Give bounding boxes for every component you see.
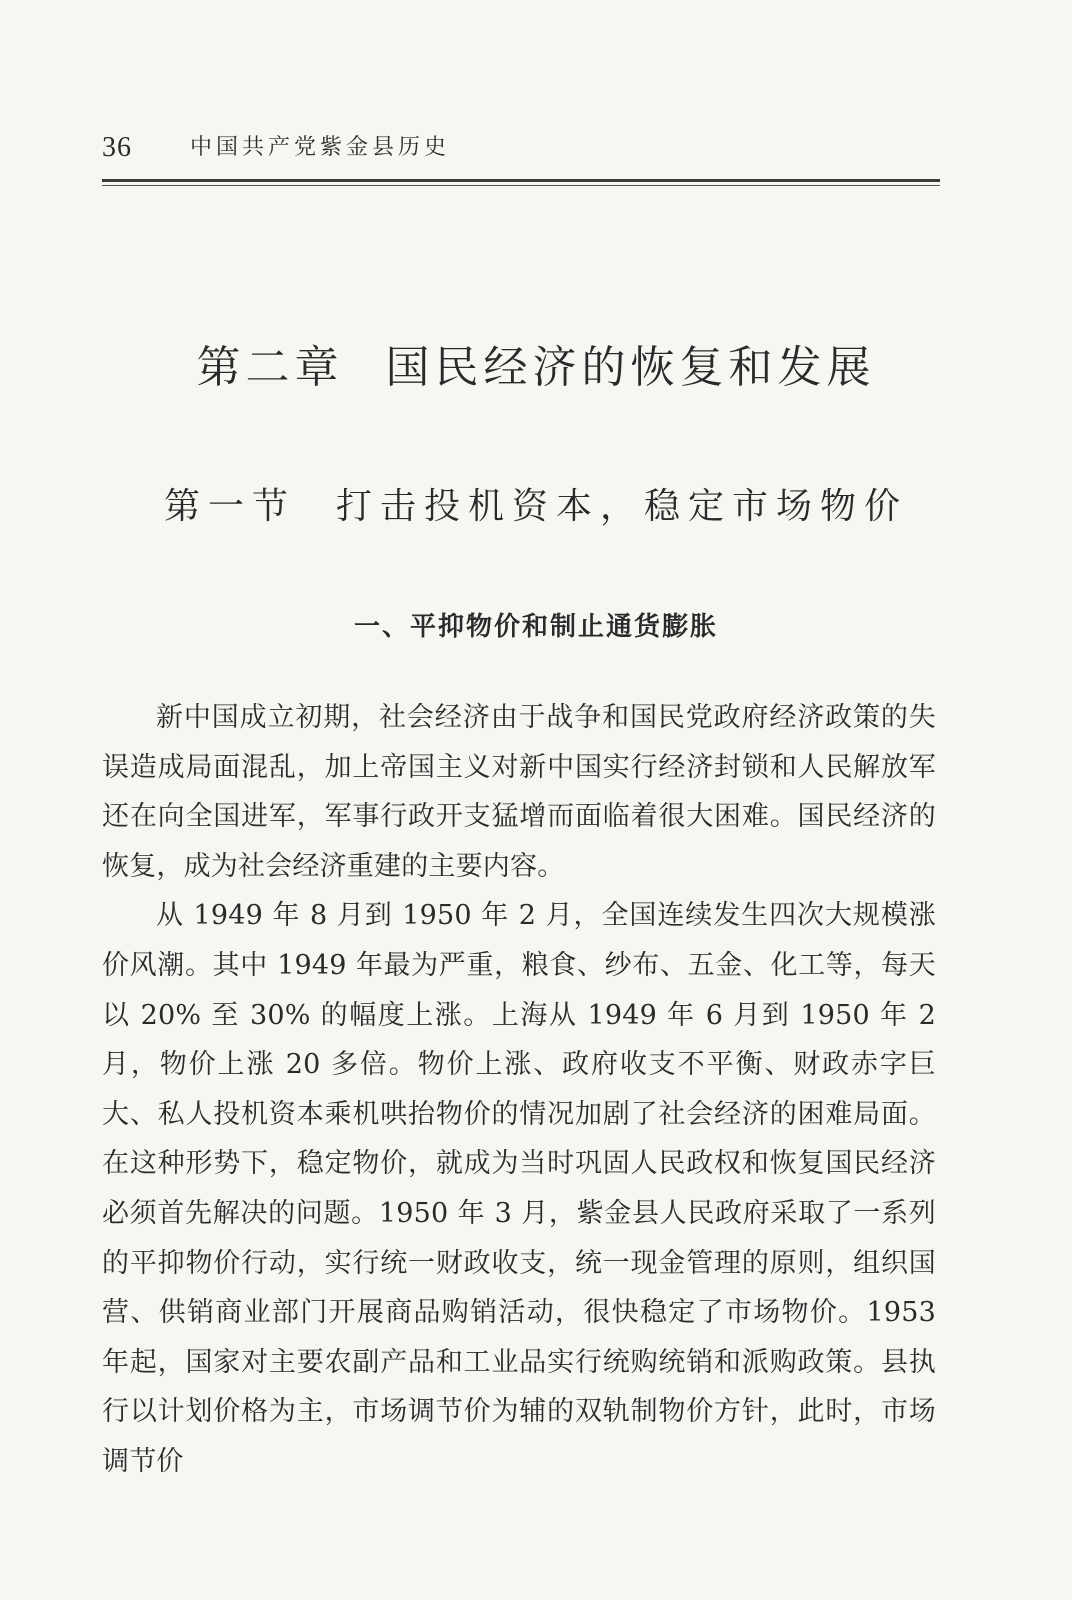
body-text [102,693,936,1487]
chapter-number: 第二章 [196,342,344,393]
subsection-heading: 一、平抑物价和制止通货膨胀 [353,612,718,642]
running-head [102,128,940,176]
header-rule-thick [102,179,940,182]
section-number: 第一节 [163,486,296,527]
chapter-title: 国民经济的恢复和发展 [385,342,876,393]
header-rule-thin [102,185,940,186]
book-title: 中国共产党紫金县历史 [190,135,451,160]
section-heading [0,480,1072,534]
page-number: 36 [102,132,132,163]
paragraph: 新中国成立初期，社会经济由于战争和国民党政府经济政策的失误造成局面混乱，加上帝国主义对新中国实行经济封锁和人民解放军还在向全国进军，军事行政开支猛增而面临着很大困难。国民经济的恢复，成为社会经济重建的主要内容。 [102,702,936,882]
chapter-heading [0,338,1072,398]
section-title: 打击投机资本，稳定市场物价 [336,486,909,527]
paragraph: 从 1949 年 8 月到 1950 年 2 月，全国连续发生四次大规模涨价风潮。其中 1949 年最为严重，粮食、纱布、五金、化工等，每天以 20% 至 30% 的幅度上涨。上海从 1949 年 6 月到 1950 年 2 月，物价上涨 20 多倍。物价上涨、政府收支不平衡、财政赤字巨大、私人投机资本乘机哄抬物价的情况加剧了社会经济的困难局面。在这种形势下，稳定物价，就成为当时巩固人民政权和恢复国民经济必须首先解决的问题。1950 年 3 月，紫金县人民政府采取了一系列的平抑物价行动，实行统一财政收支，统一现金管理的原则，组织国营、供销商业部门开展商品购销活动，很快稳定了市场物价。1953 年起，国家对主要农副产品和工业品实行统购统销和派购政策。县执行以计划价格为主，市场调节价为辅的双轨制物价方针，此时，市场调节价 [102,900,936,1477]
